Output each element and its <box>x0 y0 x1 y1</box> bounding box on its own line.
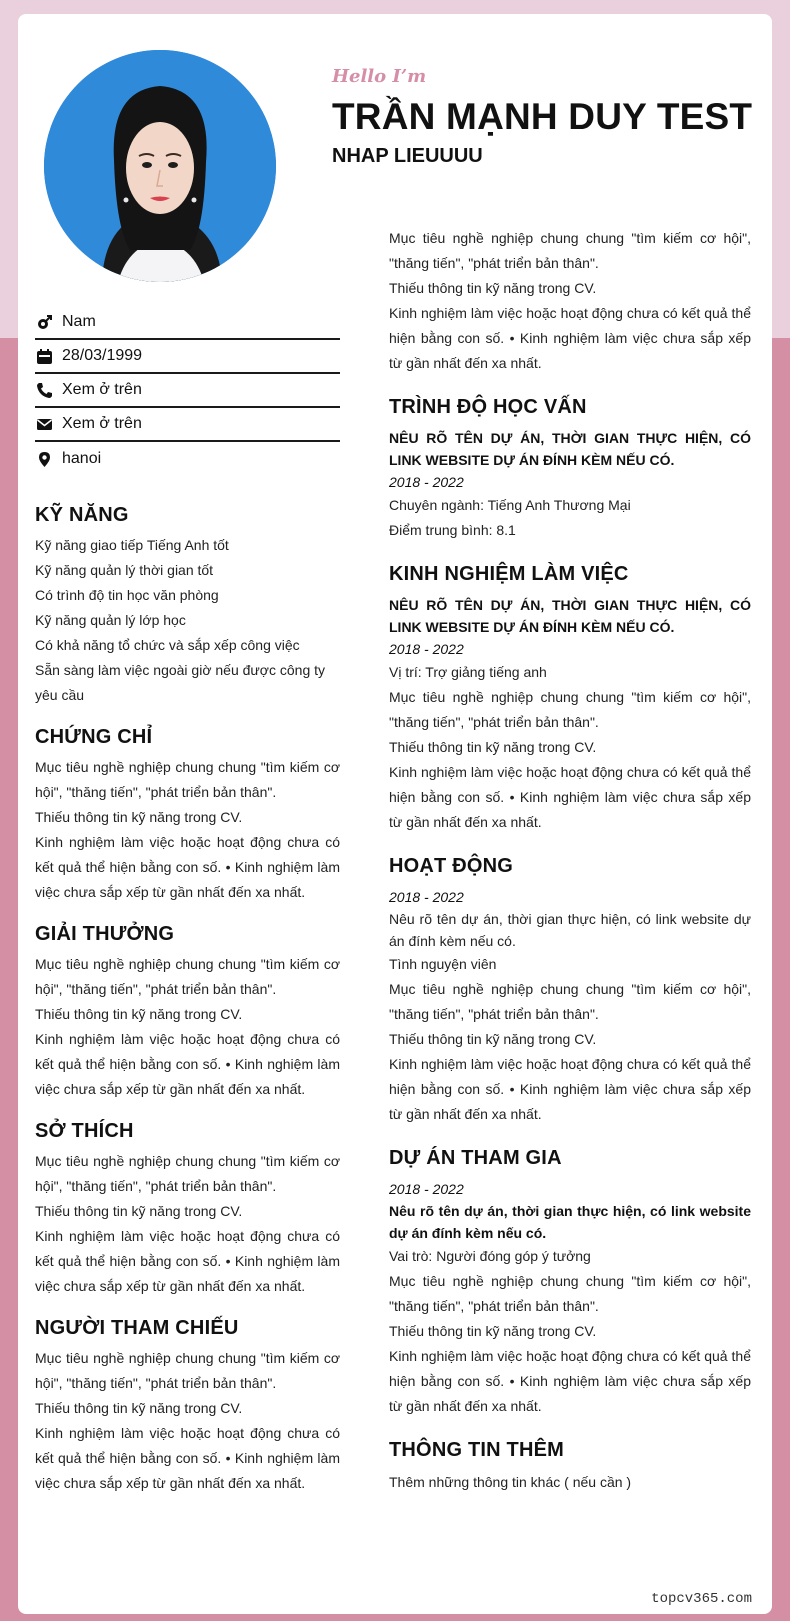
hobbies-line: Thiếu thông tin kỹ năng trong CV. <box>35 1203 243 1219</box>
certificates-line: Kinh nghiệm làm việc hoặc hoạt động chưa có kết quả thể hiện bằng con số. • Kinh nghiệm làm việc chưa sắp xếp từ gần nhất đến xa nhất. <box>35 834 340 900</box>
info-phone-text: Xem ở trên <box>62 381 142 398</box>
certificates-line: Mục tiêu nghề nghiệp chung chung "tìm kiếm cơ hội", "thăng tiến", "phát triển bản thân". <box>35 759 340 800</box>
projects-heading: Nêu rõ tên dự án, thời gian thực hiện, có link website dự án đính kèm nếu có. <box>389 1203 751 1241</box>
skill-item: Kỹ năng quản lý thời gian tốt <box>35 562 214 578</box>
candidate-title: NHAP LIEUUUU <box>332 145 483 167</box>
activities-line: Thiếu thông tin kỹ năng trong CV. <box>389 1031 597 1047</box>
education-gpa: Điểm trung bình: 8.1 <box>389 522 516 538</box>
calendar-icon <box>35 348 62 365</box>
activities-line: Mục tiêu nghề nghiệp chung chung "tìm kiếm cơ hội", "thăng tiến", "phát triển bản thân". <box>389 981 751 1022</box>
activities-heading: Nêu rõ tên dự án, thời gian thực hiện, có link website dự án đính kèm nếu có. <box>389 911 751 949</box>
education-heading: NÊU RÕ TÊN DỰ ÁN, THỜI GIAN THỰC HIỆN, CÓ LINK WEBSITE DỰ ÁN ĐÍNH KÈM NẾU CÓ. <box>389 430 751 468</box>
references-line: Mục tiêu nghề nghiệp chung chung "tìm kiếm cơ hội", "thăng tiến", "phát triển bản thân". <box>35 1350 340 1391</box>
additional-title: THÔNG TIN THÊM <box>389 1439 565 1461</box>
hobbies-line: Mục tiêu nghề nghiệp chung chung "tìm kiếm cơ hội", "thăng tiến", "phát triển bản thân". <box>35 1153 340 1194</box>
skills-title: KỸ NĂNG <box>35 504 129 526</box>
objective-section <box>389 226 751 376</box>
location-icon <box>35 451 62 468</box>
info-email <box>35 408 340 442</box>
candidate-name: TRẦN MẠNH DUY TEST <box>332 96 753 137</box>
skill-item: Kỹ năng giao tiếp Tiếng Anh tốt <box>35 537 229 553</box>
left-column <box>35 306 340 1496</box>
education-title: TRÌNH ĐỘ HỌC VẤN <box>389 396 587 418</box>
info-gender-text: Nam <box>62 313 96 330</box>
additional-text: Thêm những thông tin khác ( nếu cần ) <box>389 1474 632 1490</box>
gender-icon <box>35 314 62 331</box>
awards-line: Thiếu thông tin kỹ năng trong CV. <box>35 1006 243 1022</box>
skill-item: Có trình độ tin học văn phòng <box>35 587 219 603</box>
skill-item: Kỹ năng quản lý lớp học <box>35 612 186 628</box>
mail-icon <box>35 416 62 433</box>
info-email-text: Xem ở trên <box>62 415 142 432</box>
experience-position: Vị trí: Trợ giảng tiếng anh <box>389 664 547 680</box>
objective-line: Mục tiêu nghề nghiệp chung chung "tìm kiếm cơ hội", "thăng tiến", "phát triển bản thân". <box>389 230 751 271</box>
projects-line: Kinh nghiệm làm việc hoặc hoạt động chưa có kết quả thể hiện bằng con số. • Kinh nghiệm làm việc chưa sắp xếp từ gần nhất đến xa nhất. <box>389 1348 751 1414</box>
awards-line: Mục tiêu nghề nghiệp chung chung "tìm kiếm cơ hội", "thăng tiến", "phát triển bản thân". <box>35 956 340 997</box>
hobbies-line: Kinh nghiệm làm việc hoặc hoạt động chưa có kết quả thể hiện bằng con số. • Kinh nghiệm làm việc chưa sắp xếp từ gần nhất đến xa nhất. <box>35 1228 340 1294</box>
experience-line: Mục tiêu nghề nghiệp chung chung "tìm kiếm cơ hội", "thăng tiến", "phát triển bản thân". <box>389 689 751 730</box>
references-title: NGƯỜI THAM CHIẾU <box>35 1317 239 1339</box>
experience-line: Thiếu thông tin kỹ năng trong CV. <box>389 739 597 755</box>
objective-line: Kinh nghiệm làm việc hoặc hoạt động chưa có kết quả thể hiện bằng con số. • Kinh nghiệm làm việc chưa sắp xếp từ gần nhất đến xa nhất. <box>389 305 751 371</box>
activities-date: 2018 - 2022 <box>389 889 464 905</box>
experience-date: 2018 - 2022 <box>389 641 464 657</box>
footer-brand: topcv365.com <box>651 1591 752 1607</box>
references-line: Kinh nghiệm làm việc hoặc hoạt động chưa có kết quả thể hiện bằng con số. • Kinh nghiệm làm việc chưa sắp xếp từ gần nhất đến xa nhất. <box>35 1425 340 1491</box>
info-birthday-text: 28/03/1999 <box>62 347 143 364</box>
projects-line: Mục tiêu nghề nghiệp chung chung "tìm kiếm cơ hội", "thăng tiến", "phát triển bản thân". <box>389 1273 751 1314</box>
skill-item: Có khả năng tổ chức và sắp xếp công việc <box>35 637 300 653</box>
info-address <box>35 442 340 476</box>
activities-line: Kinh nghiệm làm việc hoặc hoạt động chưa có kết quả thể hiện bằng con số. • Kinh nghiệm làm việc chưa sắp xếp từ gần nhất đến xa nhất. <box>389 1056 751 1122</box>
cv-sheet <box>18 14 772 1614</box>
certificates-title: CHỨNG CHỈ <box>35 726 153 748</box>
right-column <box>389 226 751 1495</box>
awards-title: GIẢI THƯỞNG <box>35 923 175 945</box>
projects-line: Thiếu thông tin kỹ năng trong CV. <box>389 1323 597 1339</box>
activities-role: Tình nguyện viên <box>389 956 497 972</box>
experience-line: Kinh nghiệm làm việc hoặc hoạt động chưa có kết quả thể hiện bằng con số. • Kinh nghiệm làm việc chưa sắp xếp từ gần nhất đến xa nhất. <box>389 764 751 830</box>
experience-heading: NÊU RÕ TÊN DỰ ÁN, THỜI GIAN THỰC HIỆN, CÓ LINK WEBSITE DỰ ÁN ĐÍNH KÈM NẾU CÓ. <box>389 597 751 635</box>
awards-line: Kinh nghiệm làm việc hoặc hoạt động chưa có kết quả thể hiện bằng con số. • Kinh nghiệm làm việc chưa sắp xếp từ gần nhất đến xa nhất. <box>35 1031 340 1097</box>
phone-icon <box>35 382 62 399</box>
profile-photo <box>44 50 276 282</box>
hobbies-title: SỞ THÍCH <box>35 1120 134 1142</box>
info-birthday <box>35 340 340 374</box>
activities-title: HOẠT ĐỘNG <box>389 855 514 877</box>
contact-info <box>35 306 340 476</box>
education-major: Chuyên ngành: Tiếng Anh Thương Mại <box>389 497 631 513</box>
skill-item: Sẵn sàng làm việc ngoài giờ nếu được công ty yêu cầu <box>35 662 326 703</box>
references-line: Thiếu thông tin kỹ năng trong CV. <box>35 1400 243 1416</box>
projects-date: 2018 - 2022 <box>389 1181 464 1197</box>
experience-title: KINH NGHIỆM LÀM VIỆC <box>389 563 629 585</box>
info-gender <box>35 306 340 340</box>
objective-line: Thiếu thông tin kỹ năng trong CV. <box>389 280 597 296</box>
hello-text: Hello I’m <box>332 66 427 87</box>
education-date: 2018 - 2022 <box>389 474 464 490</box>
info-address-text: hanoi <box>62 450 102 467</box>
projects-title: DỰ ÁN THAM GIA <box>389 1147 562 1169</box>
projects-role: Vai trò: Người đóng góp ý tưởng <box>389 1248 591 1264</box>
skills-list <box>35 533 340 708</box>
certificates-line: Thiếu thông tin kỹ năng trong CV. <box>35 809 243 825</box>
info-phone <box>35 374 340 408</box>
